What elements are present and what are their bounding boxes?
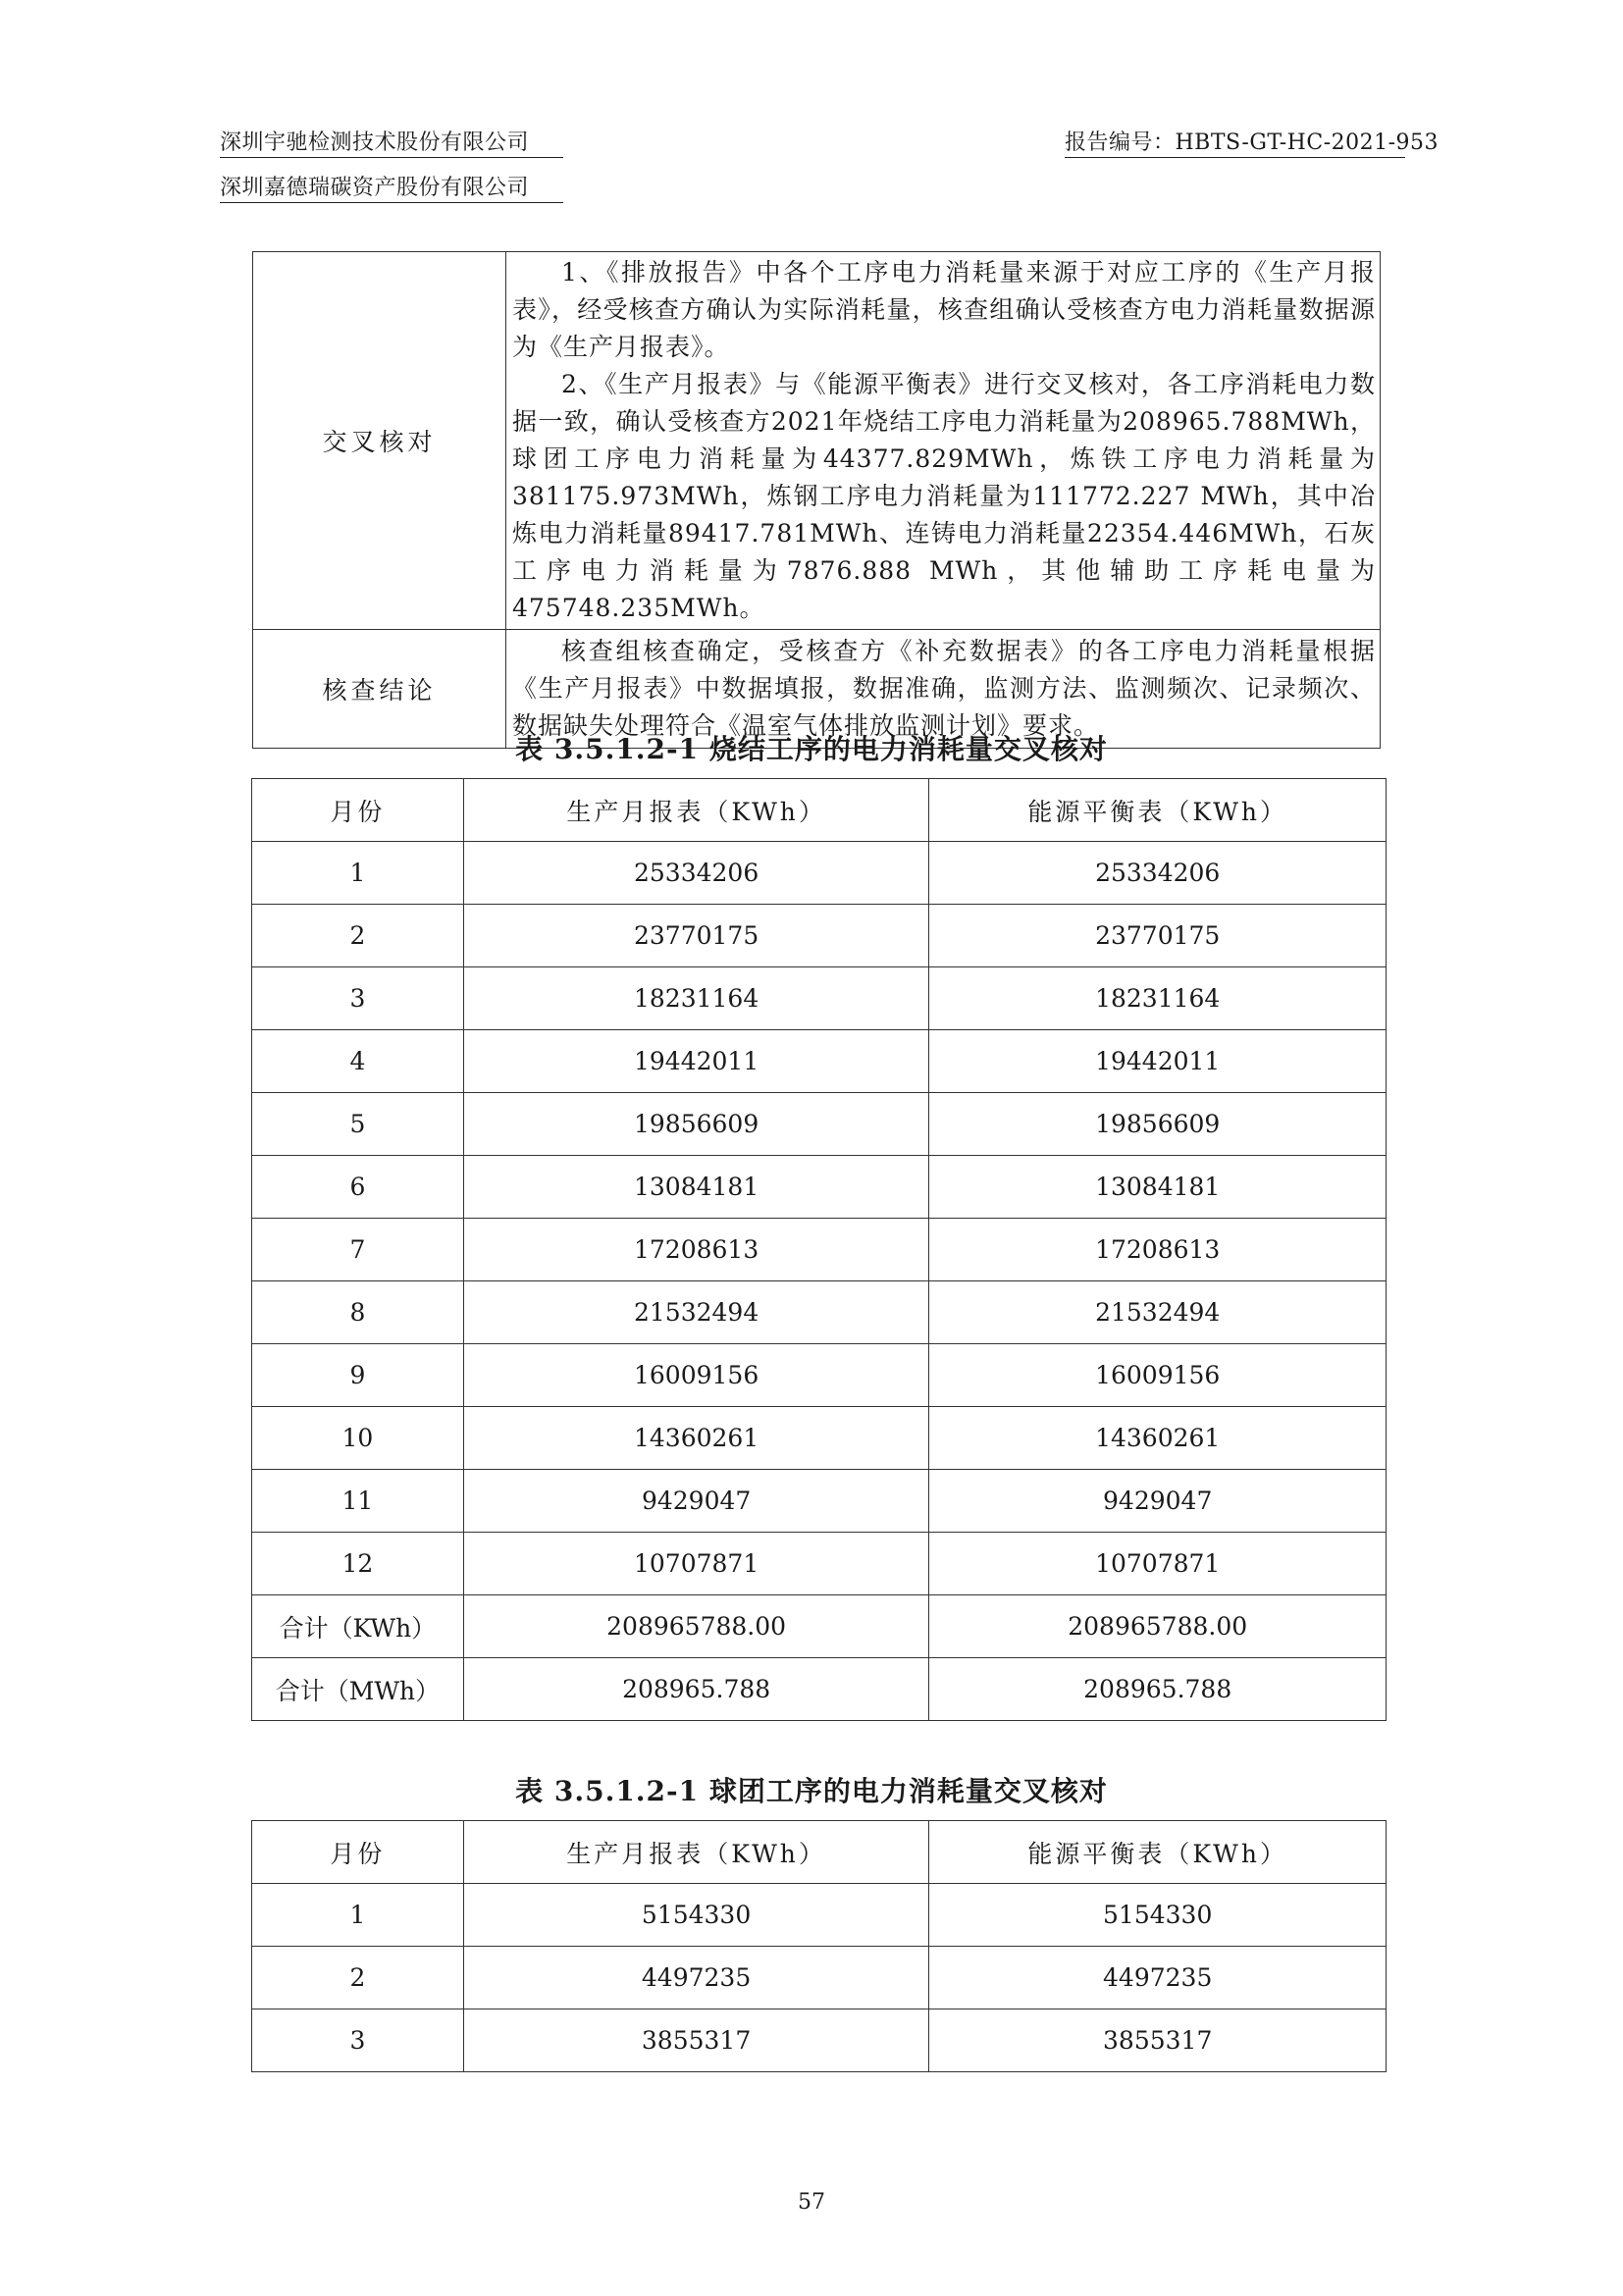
table-row <box>252 1470 1387 1533</box>
monthly-report-value: 23770175 <box>463 905 929 967</box>
monthly-report-column-header: 生产月报表（KWh） <box>463 1821 929 1884</box>
cross-check-paragraph-2: 2、《生产月报表》与《能源平衡表》进行交叉核对，各工序消耗电力数据一致，确认受核查方2021年烧结工序电力消耗量为208965.788MWh，球团工序电力消耗量为44377.829MWh，炼铁工序电力消耗量为381175.973MWh，炼钢工序电力消耗量为111772.227 MWh，其中冶炼电力消耗量89417.781MWh、连铸电力消耗量22354.446MWh，石灰工序电力消耗量为7876.888 MWh，其他辅助工序耗电量为475748.235MWh。 <box>512 370 1376 622</box>
table-row <box>252 2009 1387 2072</box>
pellet-table-body <box>252 1884 1387 2072</box>
pellet-table-caption: 表 3.5.1.2-1 球团工序的电力消耗量交叉核对 <box>515 1775 1108 1807</box>
table-row <box>252 1093 1387 1156</box>
cross-check-paragraph-1: 1、《排放报告》中各个工序电力消耗量来源于对应工序的《生产月报表》，经受核查方确认为实际消耗量，核查组确认受核查方电力消耗量数据源为《生产月报表》。 <box>512 258 1376 361</box>
monthly-report-value: 19442011 <box>463 1030 929 1093</box>
monthly-report-value: 208965788.00 <box>463 1595 929 1658</box>
monthly-report-value: 18231164 <box>463 967 929 1030</box>
month-cell: 6 <box>252 1156 464 1219</box>
energy-balance-value: 10707871 <box>929 1533 1387 1595</box>
sinter-electricity-table <box>251 778 1387 1721</box>
energy-balance-value: 21532494 <box>929 1281 1387 1344</box>
monthly-report-value: 4497235 <box>463 1947 929 2009</box>
month-cell: 8 <box>252 1281 464 1344</box>
energy-balance-value: 9429047 <box>929 1470 1387 1533</box>
month-cell: 11 <box>252 1470 464 1533</box>
verification-table <box>252 251 1381 749</box>
company-name-2: 深圳嘉德瑞碳资产股份有限公司 <box>220 176 530 200</box>
energy-balance-value: 23770175 <box>929 905 1387 967</box>
month-cell: 4 <box>252 1030 464 1093</box>
energy-balance-value: 17208613 <box>929 1219 1387 1281</box>
header-underline-2 <box>1065 157 1405 158</box>
month-column-header: 月份 <box>252 1821 464 1884</box>
energy-balance-value: 16009156 <box>929 1344 1387 1407</box>
energy-balance-value: 14360261 <box>929 1407 1387 1470</box>
conclusion-label: 核查结论 <box>253 630 506 749</box>
month-cell: 9 <box>252 1344 464 1407</box>
energy-balance-value: 3855317 <box>929 2009 1387 2072</box>
monthly-report-value: 13084181 <box>463 1156 929 1219</box>
table-row <box>252 967 1387 1030</box>
energy-balance-value: 25334206 <box>929 842 1387 905</box>
monthly-report-value: 21532494 <box>463 1281 929 1344</box>
table-row <box>252 1595 1387 1658</box>
table-row <box>252 1658 1387 1721</box>
monthly-report-value: 9429047 <box>463 1470 929 1533</box>
energy-balance-column-header: 能源平衡表（KWh） <box>929 779 1387 842</box>
energy-balance-value: 18231164 <box>929 967 1387 1030</box>
monthly-report-value: 17208613 <box>463 1219 929 1281</box>
table-row <box>252 1030 1387 1093</box>
table-header-row <box>252 1821 1387 1884</box>
header-underline-1 <box>220 157 563 158</box>
energy-balance-value: 19856609 <box>929 1093 1387 1156</box>
monthly-report-value: 14360261 <box>463 1407 929 1470</box>
energy-balance-column-header: 能源平衡表（KWh） <box>929 1821 1387 1884</box>
page-number: 57 <box>798 2190 825 2215</box>
monthly-report-value: 19856609 <box>463 1093 929 1156</box>
pellet-electricity-table <box>251 1820 1387 2072</box>
cross-check-label: 交叉核对 <box>253 252 506 630</box>
monthly-report-value: 208965.788 <box>463 1658 929 1721</box>
conclusion-text: 核查组核查确定，受核查方《补充数据表》的各工序电力消耗量根据《生产月报表》中数据填报，数据准确，监测方法、监测频次、记录频次、数据缺失处理符合《温室气体排放监测计划》要求。 <box>512 637 1376 740</box>
table-row <box>252 1533 1387 1595</box>
table-row <box>252 1344 1387 1407</box>
month-cell: 2 <box>252 1947 464 2009</box>
month-cell: 3 <box>252 2009 464 2072</box>
energy-balance-value: 4497235 <box>929 1947 1387 2009</box>
report-number: 报告编号：HBTS-GT-HC-2021-953 <box>1065 130 1440 155</box>
table-row <box>252 842 1387 905</box>
table-row <box>252 1156 1387 1219</box>
month-cell: 12 <box>252 1533 464 1595</box>
table-row <box>252 1947 1387 2009</box>
table-row <box>252 905 1387 967</box>
table-row <box>252 1407 1387 1470</box>
cross-check-content <box>506 252 1381 630</box>
sinter-table-caption: 表 3.5.1.2-1 烧结工序的电力消耗量交叉核对 <box>515 733 1108 765</box>
month-column-header: 月份 <box>252 779 464 842</box>
month-cell: 1 <box>252 1884 464 1947</box>
energy-balance-value: 208965.788 <box>929 1658 1387 1721</box>
energy-balance-value: 13084181 <box>929 1156 1387 1219</box>
energy-balance-value: 208965788.00 <box>929 1595 1387 1658</box>
energy-balance-value: 5154330 <box>929 1884 1387 1947</box>
energy-balance-value: 19442011 <box>929 1030 1387 1093</box>
monthly-report-value: 25334206 <box>463 842 929 905</box>
month-cell: 5 <box>252 1093 464 1156</box>
month-cell: 1 <box>252 842 464 905</box>
month-cell: 7 <box>252 1219 464 1281</box>
month-cell: 合计（MWh） <box>252 1658 464 1721</box>
cross-check-row <box>253 252 1381 630</box>
table-header-row <box>252 779 1387 842</box>
month-cell: 合计（KWh） <box>252 1595 464 1658</box>
monthly-report-value: 10707871 <box>463 1533 929 1595</box>
company-name-1: 深圳宇驰检测技术股份有限公司 <box>220 130 530 155</box>
month-cell: 2 <box>252 905 464 967</box>
table-row <box>252 1219 1387 1281</box>
monthly-report-value: 16009156 <box>463 1344 929 1407</box>
sinter-table-body <box>252 842 1387 1721</box>
table-row <box>252 1884 1387 1947</box>
month-cell: 10 <box>252 1407 464 1470</box>
table-row <box>252 1281 1387 1344</box>
monthly-report-value: 5154330 <box>463 1884 929 1947</box>
monthly-report-value: 3855317 <box>463 2009 929 2072</box>
month-cell: 3 <box>252 967 464 1030</box>
monthly-report-column-header: 生产月报表（KWh） <box>463 779 929 842</box>
header-underline-3 <box>220 202 563 203</box>
